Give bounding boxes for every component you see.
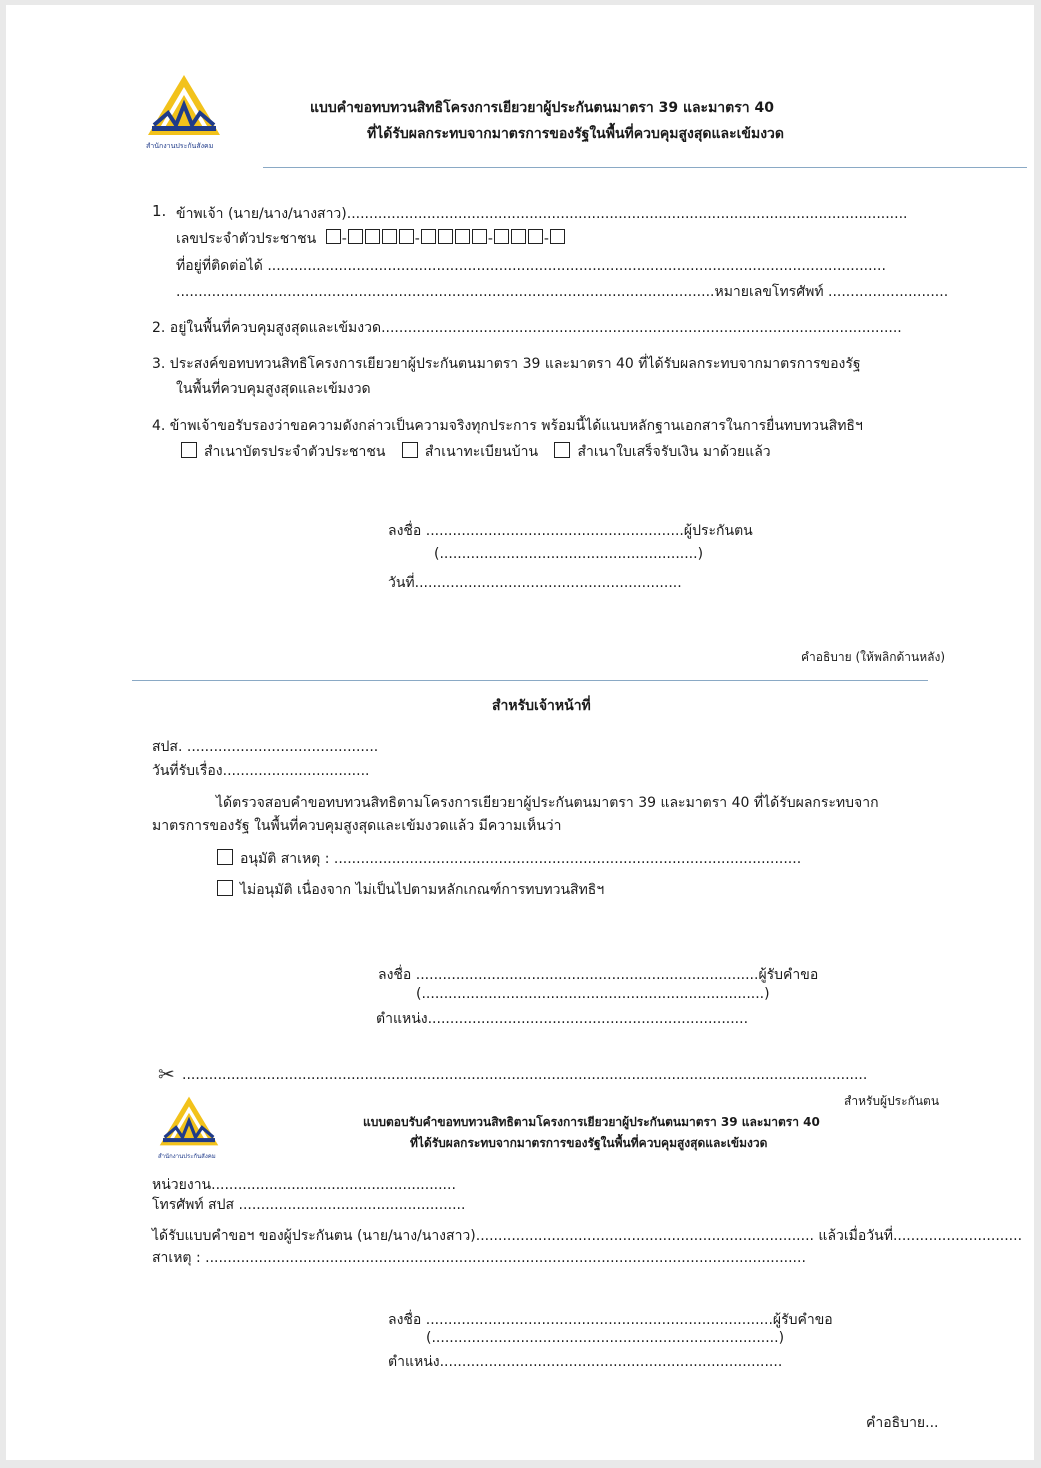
form-title-line2: ที่ได้รับผลกระทบจากมาตรการของรัฐในพื้นที่ควบคุมสูงสุดและเข้มงวด [367,126,784,142]
staff-office-field[interactable]: สปส. ........................................... [152,739,379,755]
staff-name-field[interactable]: (.............................................................................) [416,986,770,1002]
receipt-checkbox[interactable] [554,442,570,458]
applicant-name-field[interactable]: ข้าพเจ้า (นาย/นาง/นางสาว).............................................................................................................................. [176,206,908,222]
reject-checkbox[interactable] [217,880,233,896]
receipt-name-field[interactable]: (..............................................................................) [426,1330,785,1346]
insured-date-field[interactable]: วันที่............................................................ [388,575,682,591]
receipt-title-line2: ที่ได้รับผลกระทบจากมาตรการของรัฐในพื้นที่ควบคุมสูงสุดและเข้มงวด [410,1136,768,1150]
receipt-label: สำเนาใบเสร็จรับเงิน มาด้วยแล้ว [577,444,771,460]
insured-signature-field[interactable]: ลงชื่อ ..........................................................ผู้ประกันตน [388,523,753,539]
approve-option [217,848,801,870]
id-card-checkbox[interactable] [181,442,197,458]
receipt-received-field[interactable]: ได้รับแบบคำขอฯ ของผู้ประกันตน (นาย/นาง/นางสาว)............................................................................ แล้วเมื่อวันที่............................. [152,1228,1023,1244]
item3-line2: ในพื้นที่ควบคุมสูงสุดและเข้มงวด [176,381,371,397]
form-title-line1: แบบคำขอทบทวนสิทธิโครงการเยียวยาผู้ประกันตนมาตรา 39 และมาตรา 40 [310,100,774,116]
scissors-icon: ✂ [158,1062,175,1086]
item4-line1: 4. ข้าพเจ้าขอรับรองว่าขอความดังกล่าวเป็นความจริงทุกประการ พร้อมนี้ได้แนบหลักฐานเอกสารในการยื่นทบทวนสิทธิฯ [152,418,863,434]
receipt-reason-field[interactable]: สาเหตุ : ....................................................................................................................................... [152,1250,806,1266]
national-id-label: เลขประจำตัวประชาชน [176,231,317,247]
approve-checkbox[interactable] [217,849,233,865]
sso-logo-small [158,1095,220,1147]
receipt-position-field[interactable]: ตำแหน่ง............................................................................. [388,1354,783,1370]
address-phone-field[interactable]: .........................................................................................................................หมายเลขโทรศัพท์ ........................... [176,284,949,300]
sso-logo [146,73,222,137]
logo-caption-small: สำนักงานประกันสังคม [158,1153,216,1160]
staff-heading: สำหรับเจ้าหน้าที่ [492,698,591,714]
staff-position-field[interactable]: ตำแหน่ง........................................................................ [376,1011,749,1027]
receipt-unit-field[interactable]: หน่วยงาน....................................................... [152,1177,456,1193]
house-reg-checkbox[interactable] [402,442,418,458]
item2-area-field[interactable]: 2. อยู่ในพื้นที่ควบคุมสูงสุดและเข้มงวด..................................................................................................................... [152,320,902,336]
reject-option [217,879,604,901]
item1-number: 1. [152,202,167,220]
cut-line: .......................................................................................................................................................... [182,1067,868,1083]
receipt-title-line1: แบบตอบรับคำขอทบทวนสิทธิตามโครงการเยียวยาผู้ประกันตนมาตรา 39 และมาตรา 40 [363,1115,820,1129]
explanation-footer: คำอธิบาย... [866,1415,939,1431]
national-id-row [176,228,566,250]
national-id-boxes[interactable]: - - - - [325,231,566,247]
item3-line1: 3. ประสงค์ขอทบทวนสิทธิโครงการเยียวยาผู้ประกันตนมาตรา 39 และมาตรา 40 ที่ได้รับผลกระทบจากมาตรการของรัฐ [152,356,861,372]
receipt-for-label: สำหรับผู้ประกันตน [844,1094,940,1108]
form-page [6,5,1034,1460]
staff-signature-field[interactable]: ลงชื่อ .............................................................................ผู้รับคำขอ [378,967,819,983]
explanation-note: คำอธิบาย (ให้พลิกด้านหลัง) [801,650,946,664]
staff-review-line1: ได้ตรวจสอบคำขอทบทวนสิทธิตามโครงการเยียวยาผู้ประกันตนมาตรา 39 และมาตรา 40 ที่ได้รับผลกระทบจาก [216,795,879,811]
house-reg-label: สำเนาทะเบียนบ้าน [424,444,539,460]
insured-name-field[interactable]: (..........................................................) [434,546,704,562]
id-card-label: สำเนาบัตรประจำตัวประชาชน [204,444,386,460]
staff-received-date-field[interactable]: วันที่รับเรื่อง................................. [152,763,370,779]
reject-label: ไม่อนุมัติ เนื่องจาก ไม่เป็นไปตามหลักเกณฑ์การทบทวนสิทธิฯ [240,882,605,898]
staff-divider [132,680,928,681]
receipt-signature-field[interactable]: ลงชื่อ ..............................................................................ผู้รับคำขอ [388,1312,833,1328]
receipt-phone-field[interactable]: โทรศัพท์ สปส ................................................... [152,1197,466,1213]
attached-documents [181,441,771,463]
staff-review-line2: มาตรการของรัฐ ในพื้นที่ควบคุมสูงสุดและเข้มงวดแล้ว มีความเห็นว่า [152,818,562,834]
address-field[interactable]: ที่อยู่ที่ติดต่อได้ ........................................................................................................................................... [176,258,886,274]
header-divider [263,167,1027,168]
approve-label: อนุมัติ สาเหตุ : ......................................................................................................... [240,851,802,867]
logo-caption: สำนักงานประกันสังคม [146,142,214,150]
